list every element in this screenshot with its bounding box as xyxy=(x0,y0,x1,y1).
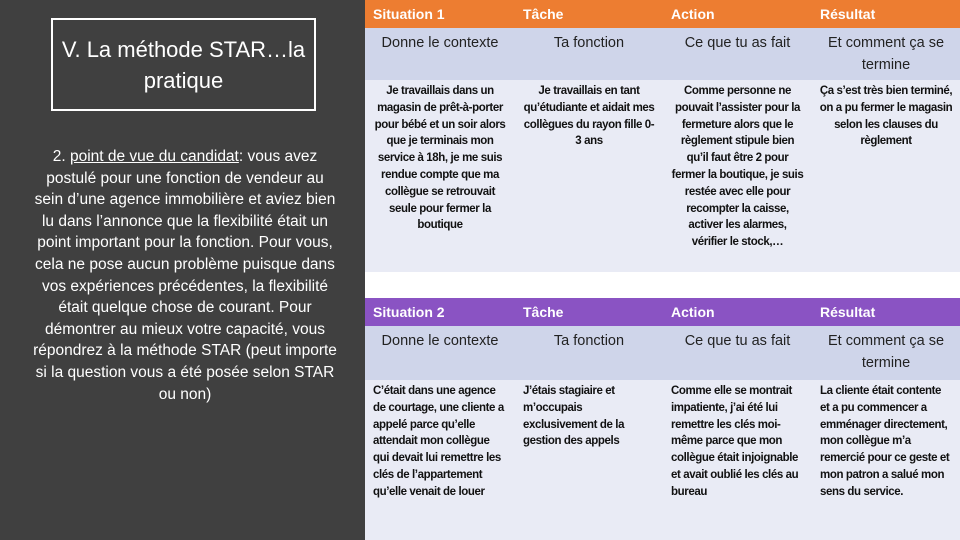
para-rest: : vous avez postulé pour une fonction de vendeur au sein d’une agence immobilière et aviez bien lu dans l’annonce que la flexibilité était un point important pour la fonction. Pour vous, cela ne pose aucun problème puisque dans vos expériences précédentes, la flexibilité était quelque chose de courant. Pour démontrer au mieux votre capacité, vous répondrez à la méthode STAR (peut importe si la question vous a été posée selon STAR ou non) xyxy=(33,148,337,403)
header-cell: Action xyxy=(671,6,715,22)
star-table-situation-2 xyxy=(365,298,960,540)
subheader-cell: Ce que tu as fait xyxy=(684,35,791,51)
subheader-cell: Et comment ça se termine xyxy=(827,35,945,73)
subheader-cell: Donne le contexte xyxy=(381,333,499,349)
header-cell: Situation 2 xyxy=(373,304,445,320)
content-row xyxy=(365,80,960,272)
subheader-cell: Ta fonction xyxy=(553,35,625,51)
header-cell: Résultat xyxy=(820,6,876,22)
content-row xyxy=(365,380,960,540)
header-cell: Action xyxy=(671,304,715,320)
content-cell: Je travaillais en tant qu’étudiante et aidait mes collègues du rayon fille 0-3 ans xyxy=(523,85,655,148)
header-cell: Situation 1 xyxy=(373,6,445,22)
para-prefix: 2. xyxy=(52,148,70,165)
content-cell: C’était dans une agence de courtage, une cliente a appelé parce qu’elle attendait mon collègue qui devait lui remettre les clés de l’appartement qu’elle venait de louer xyxy=(373,385,504,498)
header-row xyxy=(365,0,960,28)
content-cell: Comme elle se montrait impatiente, j’ai été lui remettre les clés moi-même parce que mon collègue était injoignable et avait oublié les clés au bureau xyxy=(671,385,799,498)
slide-title xyxy=(51,18,316,111)
content-cell: Ça s’est très bien terminé, on a pu fermer le magasin selon les clauses du règlement xyxy=(819,85,953,148)
header-row xyxy=(365,298,960,326)
content-cell: Comme personne ne pouvait l’assister pour la fermeture alors que le règlement stipule bien qu’il faut être 2 pour fermer la boutique, je suis restée avec elle pour recompter la caisse, activer les alarmes, vérifier le stock,… xyxy=(671,85,804,249)
instructions-paragraph xyxy=(30,146,340,405)
subheader-row xyxy=(365,326,960,380)
header-cell: Tâche xyxy=(523,6,564,22)
star-table-situation-1 xyxy=(365,0,960,272)
subheader-cell: Donne le contexte xyxy=(381,35,499,51)
subheader-cell: Et comment ça se termine xyxy=(827,333,945,371)
subheader-cell: Ta fonction xyxy=(553,333,625,349)
para-underlined: point de vue du candidat xyxy=(69,148,239,165)
subheader-row xyxy=(365,28,960,80)
content-cell: Je travaillais dans un magasin de prêt-à-porter pour bébé et un soir alors que je terminais mon service à 18h, je me suis rendue compte que ma collègue se retrouvait seule pour fermer la boutique xyxy=(374,85,506,232)
left-panel xyxy=(0,0,365,540)
header-cell: Résultat xyxy=(820,304,876,320)
header-cell: Tâche xyxy=(523,304,564,320)
subheader-cell: Ce que tu as fait xyxy=(684,333,791,349)
content-cell: La cliente était contente et a pu commencer a emménager directement, mon collègue m’a remercié pour ce geste et mon patron a salué mon sens du service. xyxy=(820,385,950,498)
slide-title-text: V. La méthode STAR…la pratique xyxy=(61,36,306,93)
content-cell: J’étais stagiaire et m’occupais exclusivement de la gestion des appels xyxy=(523,385,625,448)
